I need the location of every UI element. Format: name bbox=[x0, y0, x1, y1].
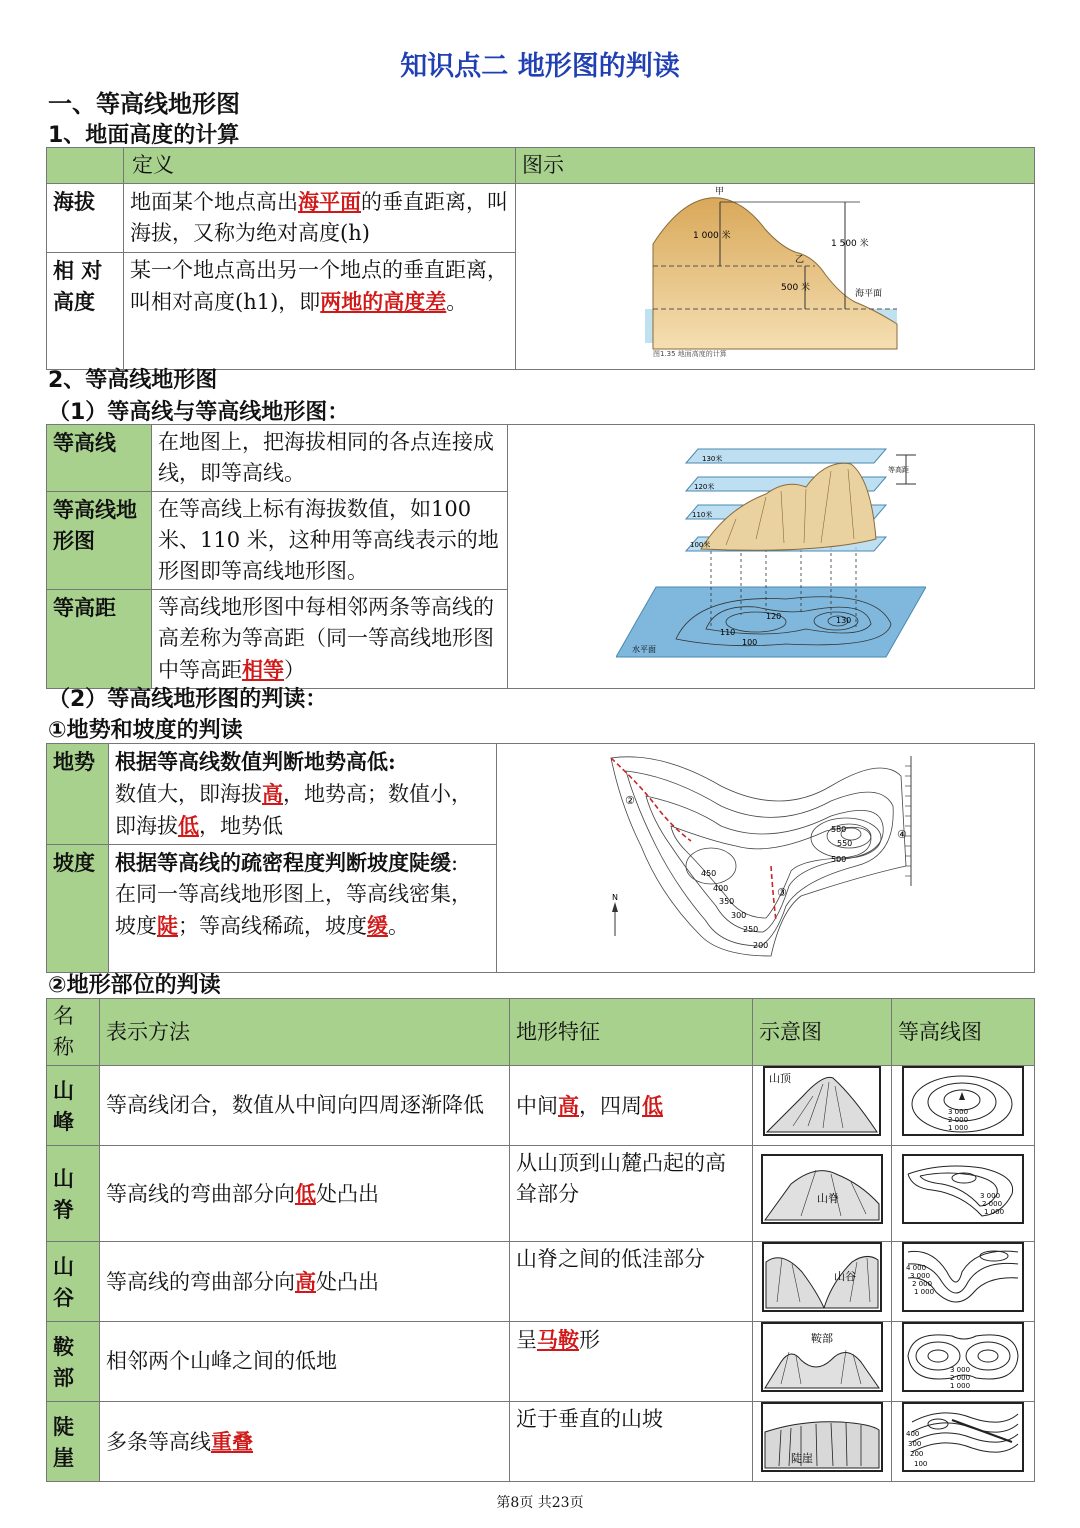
row-text: 等高线地形图中每相邻两条等高线的高差称为等高距（同一等高线地形图中等高距相等） bbox=[152, 590, 508, 689]
subsection-heading: （2）等高线地形图的判读： bbox=[48, 687, 328, 712]
row-name: 山脊 bbox=[47, 1146, 100, 1242]
svg-text:3 000: 3 000 bbox=[948, 1108, 969, 1116]
svg-text:250: 250 bbox=[742, 924, 758, 934]
row-text: 在地图上，把海拔相同的各点连接成线，即等高线。 bbox=[152, 425, 508, 492]
svg-text:110米: 110米 bbox=[692, 511, 713, 519]
svg-text:1 500 米: 1 500 米 bbox=[831, 239, 869, 249]
svg-text:N: N bbox=[611, 892, 618, 902]
svg-text:②: ② bbox=[624, 793, 635, 807]
row-name: 坡度 bbox=[47, 845, 109, 973]
svg-text:2 000: 2 000 bbox=[912, 1280, 933, 1288]
svg-text:100: 100 bbox=[914, 1460, 928, 1468]
svg-text:200: 200 bbox=[752, 940, 768, 950]
header-contour: 等高线图 bbox=[892, 999, 1035, 1066]
peak-contour bbox=[892, 1066, 1035, 1146]
svg-text:1 000: 1 000 bbox=[914, 1288, 935, 1296]
svg-text:3 000: 3 000 bbox=[980, 1192, 1001, 1200]
svg-text:鞍部: 鞍部 bbox=[811, 1332, 833, 1345]
svg-text:4 000: 4 000 bbox=[906, 1264, 927, 1272]
svg-text:300: 300 bbox=[908, 1440, 922, 1448]
svg-text:1 000: 1 000 bbox=[948, 1124, 969, 1132]
svg-text:100米: 100米 bbox=[690, 541, 711, 549]
svg-text:100: 100 bbox=[742, 638, 758, 647]
row-method: 等高线的弯曲部分向低处凸出 bbox=[100, 1146, 510, 1242]
subsection-heading: 1、地面高度的计算 bbox=[48, 123, 240, 148]
row-method: 等高线的弯曲部分向高处凸出 bbox=[100, 1242, 510, 1322]
valley-sketch bbox=[753, 1242, 892, 1322]
header-figure: 图示 bbox=[516, 148, 1035, 184]
subsection-heading: 2、等高线地形图 bbox=[48, 368, 218, 393]
svg-text:350: 350 bbox=[718, 896, 734, 906]
row-text: 根据等高线的疏密程度判断坡度陡缓: 在同一等高线地形图上，等高线密集，坡度陡；等高线稀疏，坡度缓。 bbox=[109, 845, 497, 973]
valley-contour bbox=[892, 1242, 1035, 1322]
header-method: 表示方法 bbox=[100, 999, 510, 1066]
svg-text:2 000: 2 000 bbox=[982, 1200, 1003, 1208]
header-feature: 地形特征 bbox=[510, 999, 753, 1066]
svg-text:1 000: 1 000 bbox=[984, 1208, 1005, 1216]
svg-text:450: 450 bbox=[700, 868, 716, 878]
contour-3d-diagram bbox=[616, 439, 926, 665]
svg-text:400: 400 bbox=[906, 1430, 920, 1438]
svg-text:110: 110 bbox=[720, 628, 736, 637]
svg-text:120: 120 bbox=[766, 612, 782, 621]
row-definition: 某一个地点高出另一个地点的垂直距离，叫相对高度(h1)，即两地的高度差。 bbox=[124, 252, 516, 369]
ridge-contour bbox=[892, 1146, 1035, 1242]
page-title: 知识点二 地形图的判读 bbox=[400, 51, 680, 82]
row-name: 山峰 bbox=[47, 1066, 100, 1146]
page-footer: 第8页 共23页 bbox=[496, 1495, 584, 1511]
svg-text:图1.35 地面高度的计算: 图1.35 地面高度的计算 bbox=[653, 350, 727, 358]
svg-text:1 000 米: 1 000 米 bbox=[693, 231, 731, 241]
row-definition: 地面某个地点高出海平面的垂直距离，叫海拔，又称为绝对高度(h) bbox=[124, 184, 516, 253]
ridge-sketch bbox=[753, 1146, 892, 1242]
svg-text:③: ③ bbox=[776, 885, 787, 899]
row-method: 等高线闭合，数值从中间向四周逐渐降低 bbox=[100, 1066, 510, 1146]
row-feature: 从山顶到山麓凸起的高耸部分 bbox=[510, 1146, 753, 1242]
contour-map-diagram bbox=[601, 746, 931, 962]
row-text: 在等高线上标有海拔数值，如100 米、110 米，这种用等高线表示的地形图即等高线地形图。 bbox=[152, 492, 508, 590]
svg-text:130米: 130米 bbox=[702, 455, 723, 463]
row-feature: 近于垂直的山坡 bbox=[510, 1402, 753, 1482]
svg-text:乙: 乙 bbox=[795, 255, 805, 265]
svg-text:300: 300 bbox=[730, 910, 746, 920]
svg-text:580: 580 bbox=[830, 824, 846, 834]
section-heading: 一、等高线地形图 bbox=[48, 90, 240, 118]
svg-text:3 000: 3 000 bbox=[950, 1366, 971, 1374]
row-text: 根据等高线数值判断地势高低: 数值大，即海拔高，地势高；数值小，即海拔低，地势低 bbox=[109, 744, 497, 845]
row-name: 陡崖 bbox=[47, 1402, 100, 1482]
altitude-figure bbox=[516, 184, 1035, 370]
svg-text:山谷: 山谷 bbox=[834, 1270, 856, 1283]
svg-text:2 000: 2 000 bbox=[948, 1116, 969, 1124]
svg-text:甲: 甲 bbox=[715, 187, 725, 197]
subsection-heading: （1）等高线与等高线地形图： bbox=[48, 400, 350, 425]
row-feature: 呈马鞍形 bbox=[510, 1322, 753, 1402]
slope-figure bbox=[497, 744, 1035, 973]
row-name: 山谷 bbox=[47, 1242, 100, 1322]
header-cell bbox=[47, 148, 124, 184]
svg-text:1 000: 1 000 bbox=[950, 1382, 971, 1390]
row-method: 相邻两个山峰之间的低地 bbox=[100, 1322, 510, 1402]
row-name: 海拔 bbox=[47, 184, 124, 253]
row-name: 等高线地形图 bbox=[47, 492, 152, 590]
row-name: 等高线 bbox=[47, 425, 152, 492]
svg-text:200: 200 bbox=[910, 1450, 924, 1458]
svg-text:山脊: 山脊 bbox=[817, 1192, 839, 1205]
landform-table bbox=[46, 998, 1035, 1482]
header-definition: 定义 bbox=[124, 148, 516, 184]
subsection-heading: ②地形部位的判读 bbox=[48, 973, 221, 998]
row-name: 地势 bbox=[47, 744, 109, 845]
altitude-table bbox=[46, 147, 1035, 370]
row-name: 鞍部 bbox=[47, 1322, 100, 1402]
svg-text:水平面: 水平面 bbox=[632, 645, 656, 654]
saddle-contour bbox=[892, 1322, 1035, 1402]
svg-text:等高距: 等高距 bbox=[888, 466, 909, 474]
svg-text:海平面: 海平面 bbox=[855, 289, 883, 299]
row-feature: 山脊之间的低洼部分 bbox=[510, 1242, 753, 1322]
row-method: 多条等高线重叠 bbox=[100, 1402, 510, 1482]
svg-text:130: 130 bbox=[836, 616, 852, 625]
peak-sketch bbox=[753, 1066, 892, 1146]
row-name: 相 对高度 bbox=[47, 252, 124, 369]
svg-text:3 000: 3 000 bbox=[910, 1272, 931, 1280]
svg-text:500 米: 500 米 bbox=[781, 283, 811, 293]
row-name: 等高距 bbox=[47, 590, 152, 689]
header-sketch: 示意图 bbox=[753, 999, 892, 1066]
svg-text:陡崖: 陡崖 bbox=[791, 1452, 813, 1465]
row-feature: 中间高，四周低 bbox=[510, 1066, 753, 1146]
svg-text:120米: 120米 bbox=[694, 483, 715, 491]
svg-text:400: 400 bbox=[712, 883, 728, 893]
cliff-contour bbox=[892, 1402, 1035, 1482]
svg-text:550: 550 bbox=[836, 838, 852, 848]
svg-text:2 000: 2 000 bbox=[950, 1374, 971, 1382]
header-name: 名称 bbox=[47, 999, 100, 1066]
saddle-sketch bbox=[753, 1322, 892, 1402]
contour-table bbox=[46, 424, 1035, 689]
svg-text:500: 500 bbox=[830, 854, 846, 864]
subsection-heading: ①地势和坡度的判读 bbox=[48, 718, 243, 743]
terrain-slope-table bbox=[46, 743, 1035, 973]
cliff-sketch bbox=[753, 1402, 892, 1482]
contour-figure bbox=[508, 425, 1035, 689]
svg-text:山顶: 山顶 bbox=[769, 1072, 791, 1085]
svg-text:④: ④ bbox=[896, 827, 907, 841]
altitude-diagram bbox=[645, 184, 905, 360]
